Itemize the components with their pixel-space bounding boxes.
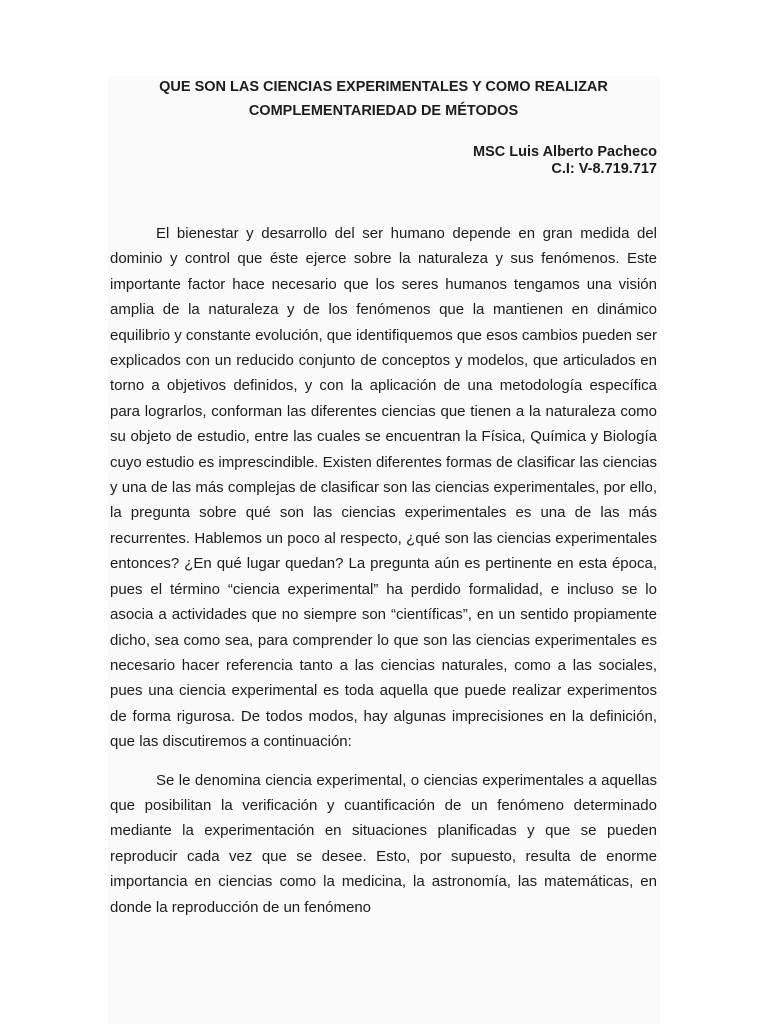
document-content (110, 76, 657, 920)
title-line-1: QUE SON LAS CIENCIAS EXPERIMENTALES Y COMO REALIZAR (159, 79, 608, 95)
document-title (110, 76, 657, 122)
body-paragraph-2: Se le denomina ciencia experimental, o ciencias experimentales a aquellas que posibilitan la verificación y cuantificación de un fenómeno determinado mediante la experimentación en situaciones planificadas y que se pueden reproducir cada vez que se desee. Esto, por supuesto, resulta de enorme importancia en ciencias como la medicina, la astronomía, las matemáticas, en donde la reproducción de un fenómeno (110, 771, 657, 916)
body-paragraph-1: El bienestar y desarrollo del ser humano depende en gran medida del dominio y control que éste ejerce sobre la naturaleza y sus fenómenos. Este importante factor hace necesario que los seres humanos tengamos una visión amplia de la naturaleza y de los fenómenos que la mantienen en dinámico equilibrio y constante evolución, que identifiquemos que esos cambios pueden ser explicados con un reducido conjunto de conceptos y modelos, que articulados en torno a objetivos definidos, y con la aplicación de una metodología específica para lograrlos, conforman las diferentes ciencias que tienen a la naturaleza como su objeto de estudio, entre las cuales se encuentran la Física, Química y Biología cuyo estudio es imprescindible. Existen diferentes formas de clasificar las ciencias y una de las más complejas de clasificar son las ciencias experimentales, por ello, la pregunta sobre qué son las ciencias experimentales es una de las más recurrentes. Hablemos un poco al respecto, ¿qué son las ciencias experimentales entonces? ¿En qué lugar quedan? La pregunta aún es pertinente en esta época, pues el término “ciencia experimental” ha perdido formalidad, e incluso se lo asocia a actividades que no siempre son “científicas”, en un sentido propiamente dicho, sea como sea, para comprender lo que son las ciencias experimentales es necesario hacer referencia tanto a las ciencias naturales, como a las sociales, pues una ciencia experimental es toda aquella que puede realizar experimentos de forma rigurosa. De todos modos, hay algunas imprecisiones en la definición, que las discutiremos a continuación: (110, 225, 658, 751)
author-id: C.I: V-8.719.717 (551, 161, 657, 177)
title-line-2: COMPLEMENTARIEDAD DE MÉTODOS (248, 103, 519, 119)
author-block (110, 144, 657, 178)
author-name: MSC Luis Alberto Pacheco (473, 144, 657, 160)
